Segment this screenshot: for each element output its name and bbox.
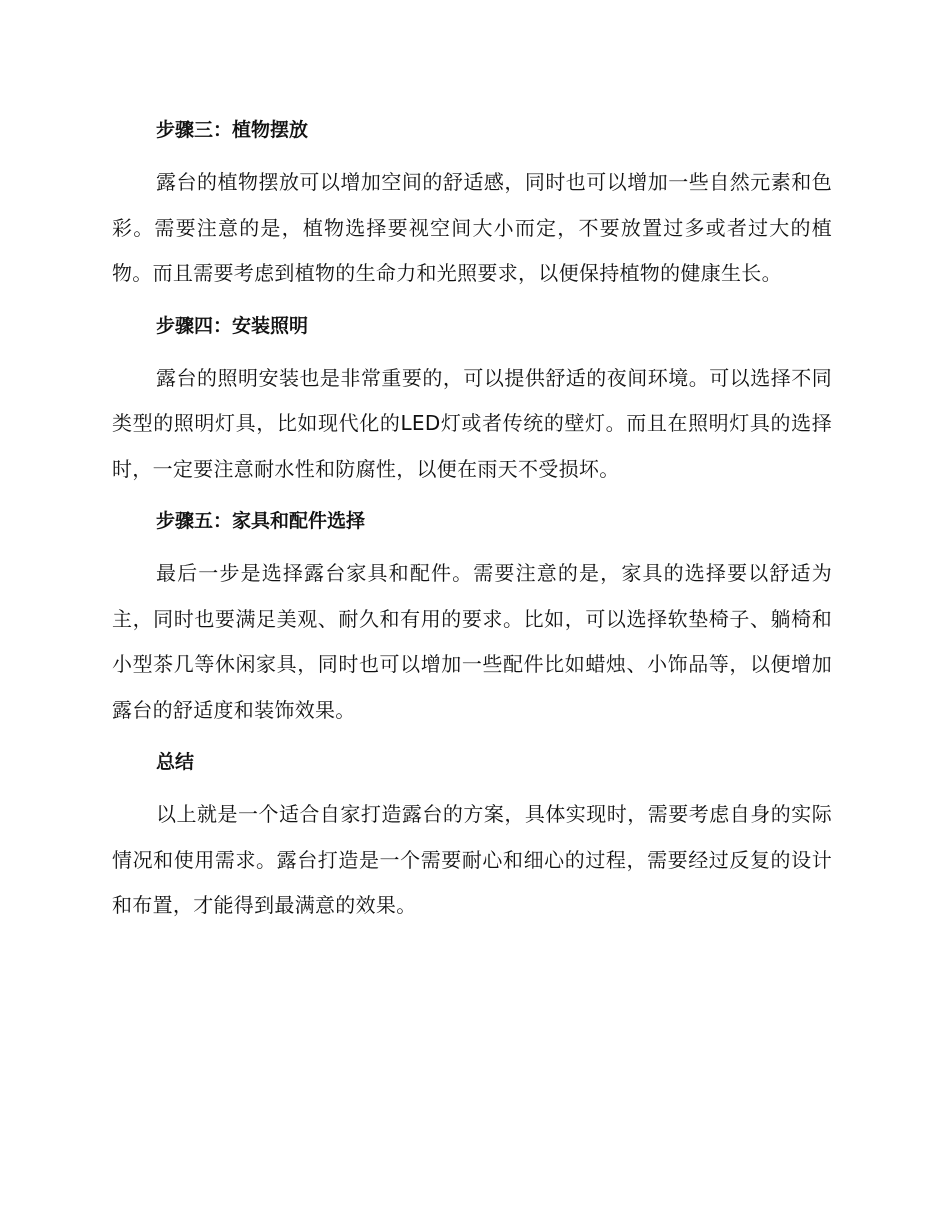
section-paragraph-step-5: 最后一步是选择露台家具和配件。需要注意的是，家具的选择要以舒适为主，同时也要满足美观、耐久和有用的要求。比如，可以选择软垫椅子、躺椅和小型茶几等休闲家具，同时也可以增加一些配件比如蜡烛、小饰品等，以便增加露台的舒适度和装饰效果。 xyxy=(112,561,832,722)
section-heading-step-4: 步骤四：安装照明 xyxy=(156,314,309,337)
section-heading-step-5: 步骤五：家具和配件选择 xyxy=(156,510,366,532)
section-paragraph-summary: 以上就是一个适合自家打造露台的方案，具体实现时，需要考虑自身的实际情况和使用需求。露台打造是一个需要耐心和细心的过程，需要经过反复的设计和布置，才能得到最满意的效果。 xyxy=(112,802,832,917)
section-heading-step-3: 步骤三：植物摆放 xyxy=(156,119,309,141)
section-paragraph-step-4: 露台的照明安装也是非常重要的，可以提供舒适的夜间环境。可以选择不同类型的照明灯具，比如现代化的LED灯或者传统的壁灯。而且在照明灯具的选择时，一定要注意耐水性和防腐性，以便在雨天不受损坏。 xyxy=(112,365,832,481)
section-heading-summary: 总结 xyxy=(156,751,195,773)
section-paragraph-step-3: 露台的植物摆放可以增加空间的舒适感，同时也可以增加一些自然元素和色彩。需要注意的是，植物选择要视空间大小而定，不要放置过多或者过大的植物。而且需要考虑到植物的生命力和光照要求，以便保持植物的健康生长。 xyxy=(112,170,832,285)
document-page xyxy=(112,110,832,938)
